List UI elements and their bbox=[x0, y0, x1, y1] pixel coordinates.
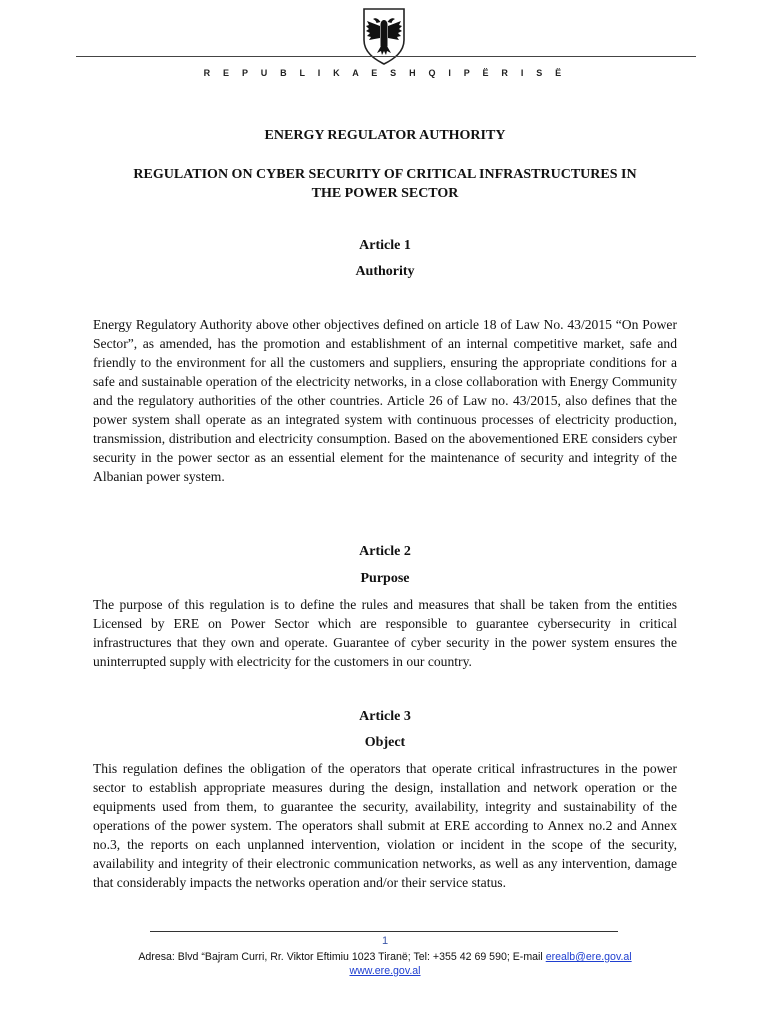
article-1-heading: Authority bbox=[355, 264, 415, 279]
footer-divider bbox=[150, 931, 618, 932]
regulation-title-line1: REGULATION ON CYBER SECURITY OF CRITICAL INFRASTRUCTURES IN bbox=[133, 167, 637, 182]
article-1-body: Energy Regulatory Authority above other objectives defined on article 18 of Law No. 43/2015 “On Power Sector”, as amended, has the promotion and establishment of an internal competitive market, safe and friendly to the environment for all the customers and suppliers, ensuring the appropriate conditions for a safe and sustainable operation of the electricity networks, in a close collaboration with Energy Community and the regulatory authorities of the other countries. Article 26 of Law no. 43/2015, also defines that the power system shall operate as an integrated system with continuous processes of electricity production, transmission, distribution and electricity consumption. Based on the abovementioned ERE considers cyber security in the power sector as an essential element for the maintenance of security and integrity of the Albanian power system. bbox=[93, 317, 677, 484]
article-3-number: Article 3 bbox=[359, 709, 411, 724]
article-2-heading: Purpose bbox=[360, 571, 410, 586]
footer-website bbox=[0, 965, 770, 977]
letterhead-divider bbox=[76, 56, 696, 57]
authority-title: ENERGY REGULATOR AUTHORITY bbox=[264, 128, 506, 143]
article-2-number: Article 2 bbox=[359, 544, 411, 559]
letterhead-country-name: R E P U B L I K A E S H Q I P Ë R I S Ë bbox=[203, 68, 567, 78]
page-number: 1 bbox=[381, 935, 389, 947]
article-2-body: The purpose of this regulation is to define the rules and measures that shall be taken from the entities Licensed by ERE on Power Sector which are responsible to guarantee cybersecurity in critical infrastructures that they own and operate. Guarantee of cyber security in the power system ensures the uninterrupted supply with electricity for the customers in our country. bbox=[93, 597, 677, 669]
article-3-body: This regulation defines the obligation of the operators that operate critical infrastructures in the power sector to establish appropriate measures during the design, installation and network operation or the equipments used from them, to guarantee the security, availability, integrity and sustainability of the operations of the power system. The operators shall submit at ERE according to Annex no.2 and Annex no.3, the reports on each unplanned intervention, violation or incident in the scope of the security, availability and integrity of their electronic communication networks, as well as any intervention, damage that considerably impacts the networks operation and/or their service status. bbox=[93, 761, 677, 890]
website-link[interactable]: www.ere.gov.al bbox=[349, 965, 421, 977]
email-link[interactable]: erealb@ere.gov.al bbox=[545, 951, 632, 963]
footer-address-text: Adresa: Blvd “Bajram Curri, Rr. Viktor Eftimiu 1023 Tiranë; Tel: +355 42 69 590; E-mail bbox=[138, 951, 546, 963]
footer-address bbox=[0, 950, 770, 965]
regulation-title-line2: THE POWER SECTOR bbox=[311, 186, 459, 201]
albanian-eagle-emblem-icon bbox=[358, 6, 410, 66]
article-1-number: Article 1 bbox=[359, 238, 411, 253]
article-3-heading: Object bbox=[364, 735, 406, 750]
